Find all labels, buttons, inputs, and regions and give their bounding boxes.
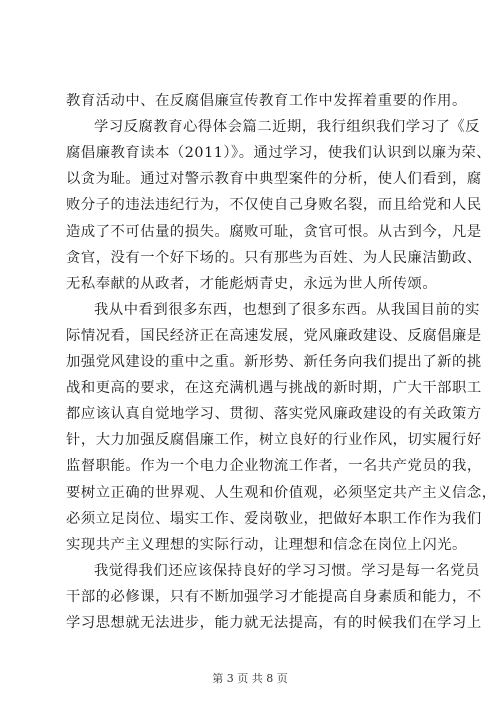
text-line: 腐倡廉教育读本（2011）》。通过学习，使我们认识到以廉为荣、 bbox=[66, 145, 492, 162]
text-line: 无私奉献的从政者，才能彪炳青史，永远为世人所传颂。 bbox=[66, 275, 438, 292]
text-line: 我觉得我们还应该保持良好的学习习惯。学习是每一名党员 bbox=[94, 562, 481, 579]
text-line: 战和更高的要求，在这充满机遇与挑战的新时期，广大干部职工 bbox=[66, 380, 482, 397]
text-line: 学习反腐教育心得体会篇二近期，我行组织我们学习了《反 bbox=[94, 119, 481, 136]
text-line: 造成了不可估量的损失。腐败可耻，贪官可恨。从古到今，凡是 bbox=[66, 223, 482, 240]
text-line: 实现共产主义理想的实际行动，让理想和信念在岗位上闪光。 bbox=[66, 536, 467, 553]
text-line: 际情况看，国民经济正在高速发展，党风廉政建设、反腐倡廉是 bbox=[66, 327, 482, 344]
text-line: 都应该认真自觉地学习、贯彻、落实党风廉政建设的有关政策方 bbox=[66, 406, 482, 423]
text-line: 干部的必修课，只有不断加强学习才能提高自身素质和能力，不 bbox=[66, 588, 482, 605]
text-line: 教育活动中、在反腐倡廉宣传教育工作中发挥着重要的作用。 bbox=[66, 93, 467, 109]
text-line: 败分子的违法违纪行为，不仅使自己身败名裂，而且给党和人民 bbox=[66, 197, 482, 214]
page-number-footer: 第 3 页 共 8 页 bbox=[212, 672, 288, 685]
text-line: 必须立足岗位、塌实工作、爱岗敬业，把做好本职工作作为我们 bbox=[66, 510, 482, 527]
text-line: 加强党风建设的重中之重。新形势、新任务向我们提出了新的挑 bbox=[66, 354, 482, 370]
text-line: 学习思想就无法进步，能力就无法提高，有的时候我们在学习上 bbox=[66, 615, 482, 631]
text-line: 我从中看到很多东西，也想到了很多东西。从我国目前的实 bbox=[94, 301, 481, 318]
text-line: 贪官，没有一个好下场的。只有那些为百姓、为人民廉洁勤政、 bbox=[66, 249, 482, 266]
text-line: 针，大力加强反腐倡廉工作，树立良好的行业作风，切实履行好 bbox=[66, 432, 482, 449]
text-line: 监督职能。作为一个电力企业物流工作者，一名共产党员的我， bbox=[66, 458, 482, 475]
text-line: 要树立正确的世界观、人生观和价值观，必须坚定共产主义信念， bbox=[66, 484, 497, 501]
text-line: 以贪为耻。通过对警示教育中典型案件的分析，使人们看到，腐 bbox=[66, 171, 482, 188]
